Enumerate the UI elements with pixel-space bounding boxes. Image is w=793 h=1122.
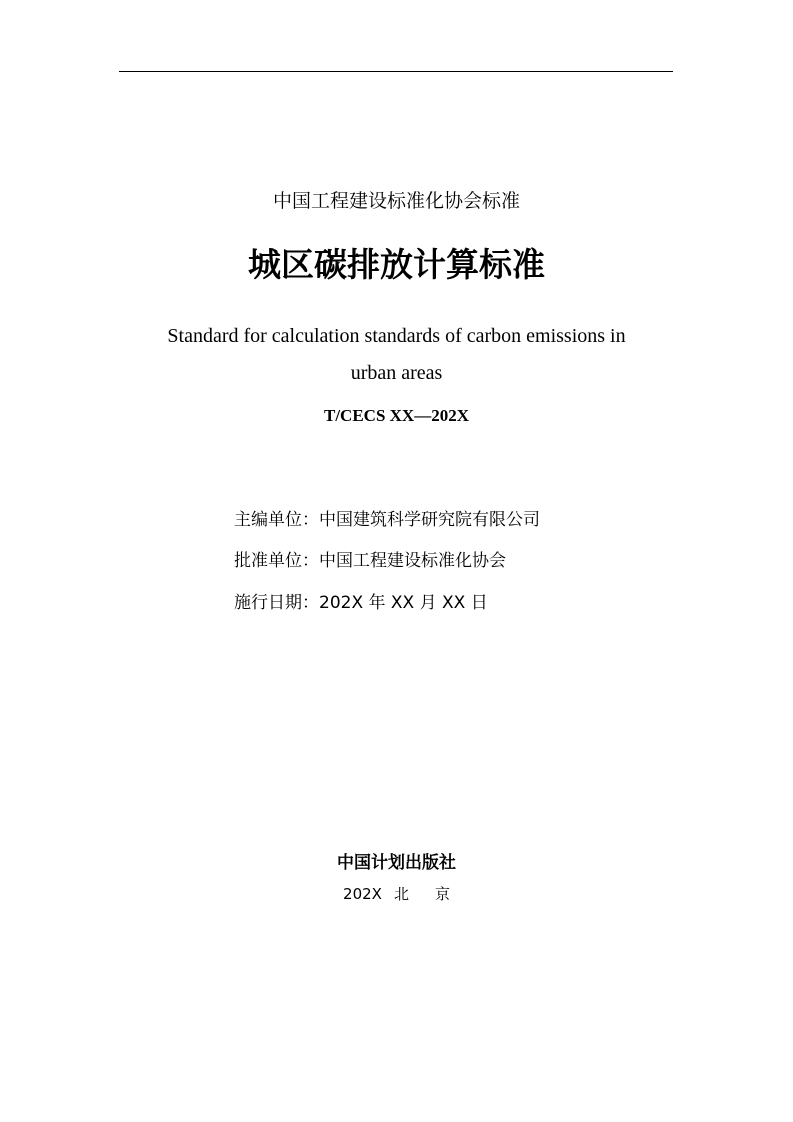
info-approval-unit — [234, 548, 506, 574]
publisher-name: 中国计划出版社 — [337, 853, 456, 873]
info-value: 中国建筑科学研究院有限公司 — [319, 510, 540, 530]
publication-city-char-2: 京 — [434, 885, 450, 903]
info-effective-date — [234, 590, 488, 616]
association-line: 中国工程建设标准化协会标准 — [272, 190, 520, 212]
info-label: 施行日期： — [234, 593, 319, 613]
info-label: 批准单位： — [234, 551, 319, 571]
title-chinese: 城区碳排放计算标准 — [248, 245, 545, 284]
info-editor-unit — [234, 507, 540, 533]
publication-year: 202X — [343, 885, 382, 903]
title-english-line-1: Standard for calculation standards of carbon emissions in — [167, 325, 626, 347]
standard-code: T/CECS XX—202X — [324, 406, 469, 425]
header-rule — [119, 71, 673, 72]
publication-place — [0, 882, 793, 906]
info-label: 主编单位： — [234, 510, 319, 530]
publication-city-char-1: 北 — [393, 885, 409, 903]
title-english-line-2: urban areas — [350, 362, 443, 384]
info-value: 202X 年 XX 月 XX 日 — [319, 593, 488, 613]
title-english — [0, 318, 793, 392]
info-value: 中国工程建设标准化协会 — [319, 551, 506, 571]
